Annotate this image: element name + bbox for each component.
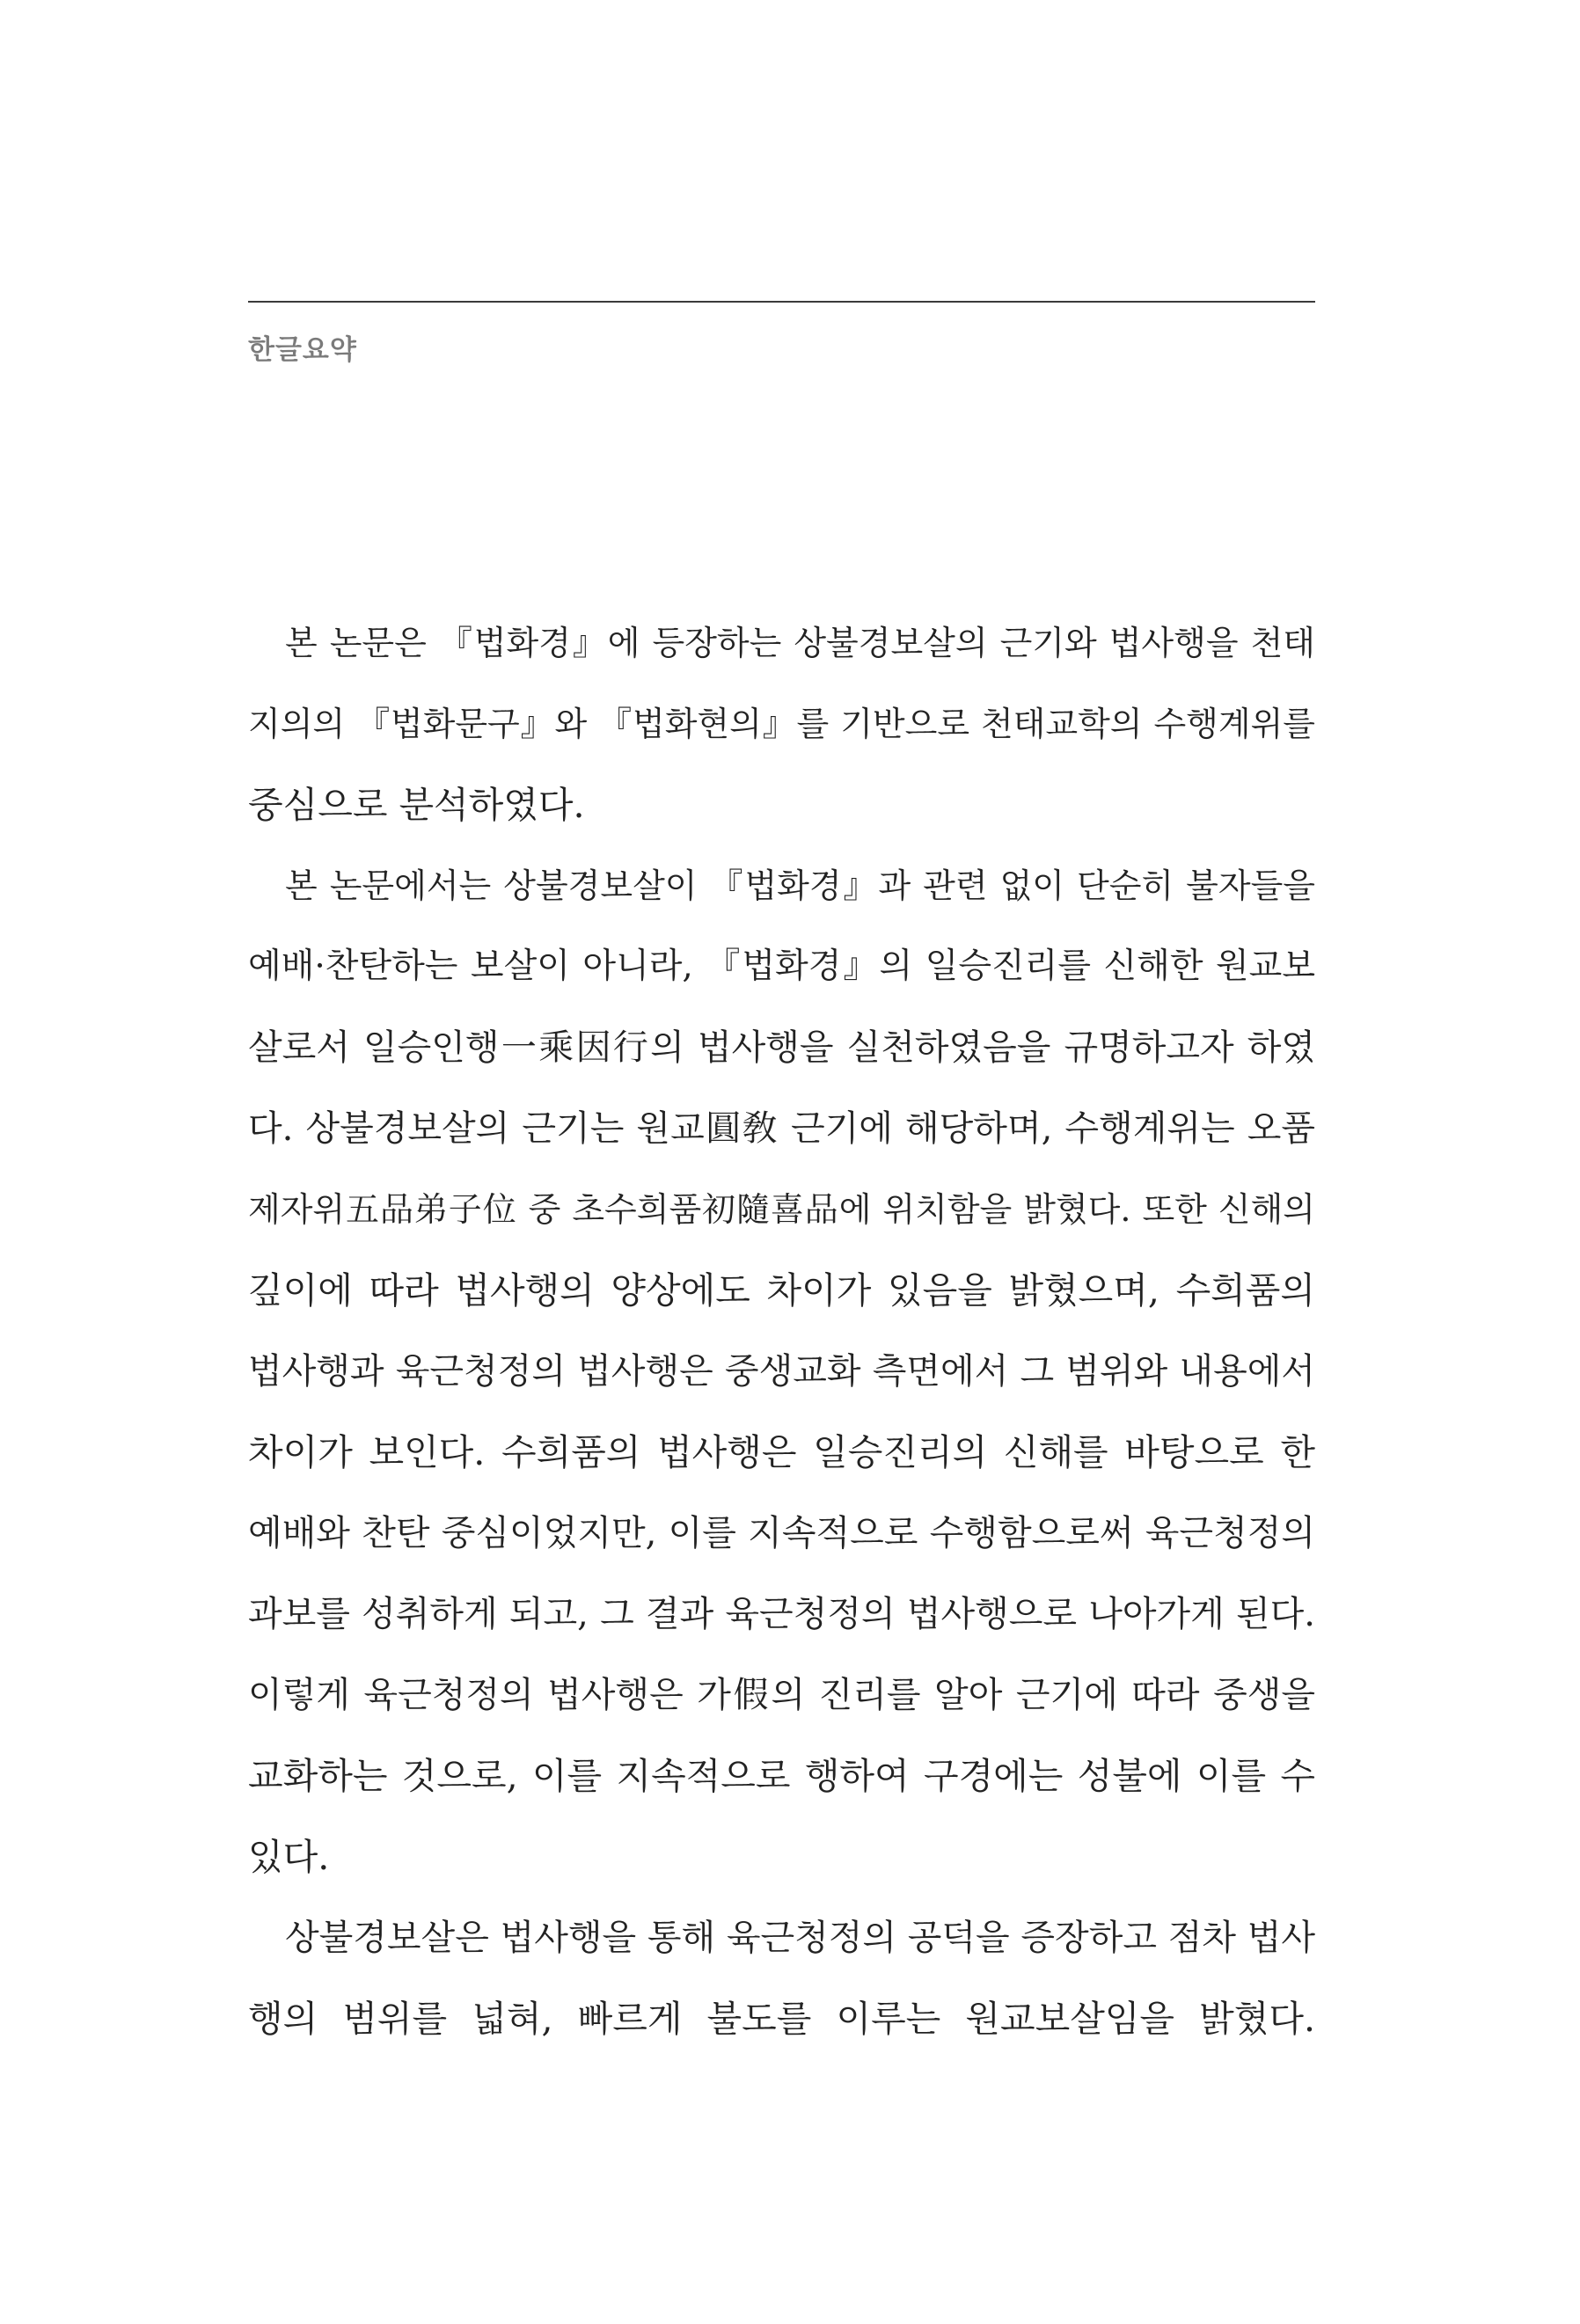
text-line: 예배와 찬탄 중심이었지만, 이를 지속적으로 수행함으로써 육근청정의 <box>248 1513 1315 1553</box>
text-line: 차이가 보인다. 수희품의 법사행은 일승진리의 신해를 바탕으로 한 <box>248 1431 1315 1473</box>
paragraph-2 <box>248 845 1315 1897</box>
text-line: 예배·찬탄하는 보살이 아니라, 『법화경』의 일승진리를 신해한 원교보 <box>248 946 1315 986</box>
paragraph-1 <box>248 603 1315 845</box>
text-line: 행의 범위를 넓혀, 빠르게 불도를 이루는 원교보살임을 밝혔다. <box>248 1998 1315 2040</box>
text-line: 법사행과 육근청정의 법사행은 중생교화 측면에서 그 범위와 내용에서 <box>248 1351 1315 1392</box>
text-line: 본 논문은 『법화경』에 등장하는 상불경보살의 근기와 법사행을 천태 <box>285 624 1315 662</box>
text-line: 제자위五品弟子位 중 초수희품初隨喜品에 위치함을 밝혔다. 또한 신해의 <box>248 1190 1315 1229</box>
text-line: 지의의 『법화문구』와 『법화현의』를 기반으로 천태교학의 수행계위를 <box>248 705 1315 743</box>
text-line: 살로서 일승인행一乘因行의 법사행을 실천하였음을 규명하고자 하였 <box>248 1027 1315 1068</box>
header-rule <box>248 301 1315 303</box>
abstract-body <box>248 603 1315 2059</box>
text-line: 상불경보살은 법사행을 통해 육근청정의 공덕을 증장하고 점차 법사 <box>285 1918 1315 1958</box>
text-line: 과보를 성취하게 되고, 그 결과 육근청정의 법사행으로 나아가게 된다. <box>248 1594 1315 1634</box>
paragraph-3 <box>248 1897 1315 2059</box>
text-line: 깊이에 따라 법사행의 양상에도 차이가 있음을 밝혔으며, 수희품의 <box>248 1269 1315 1312</box>
text-line: 있다. <box>248 1836 330 1878</box>
text-line: 중심으로 분석하였다. <box>248 784 585 826</box>
section-heading: 한글요약 <box>248 334 357 366</box>
text-line: 이렇게 육근청정의 법사행은 가假의 진리를 알아 근기에 따라 중생을 <box>248 1675 1315 1715</box>
text-line: 교화하는 것으로, 이를 지속적으로 행하여 구경에는 성불에 이를 수 <box>248 1755 1315 1797</box>
text-line: 본 논문에서는 상불경보살이 『법화경』과 관련 없이 단순히 불자들을 <box>285 866 1315 905</box>
text-line: 다. 상불경보살의 근기는 원교圓敎 근기에 해당하며, 수행계위는 오품 <box>248 1108 1315 1149</box>
